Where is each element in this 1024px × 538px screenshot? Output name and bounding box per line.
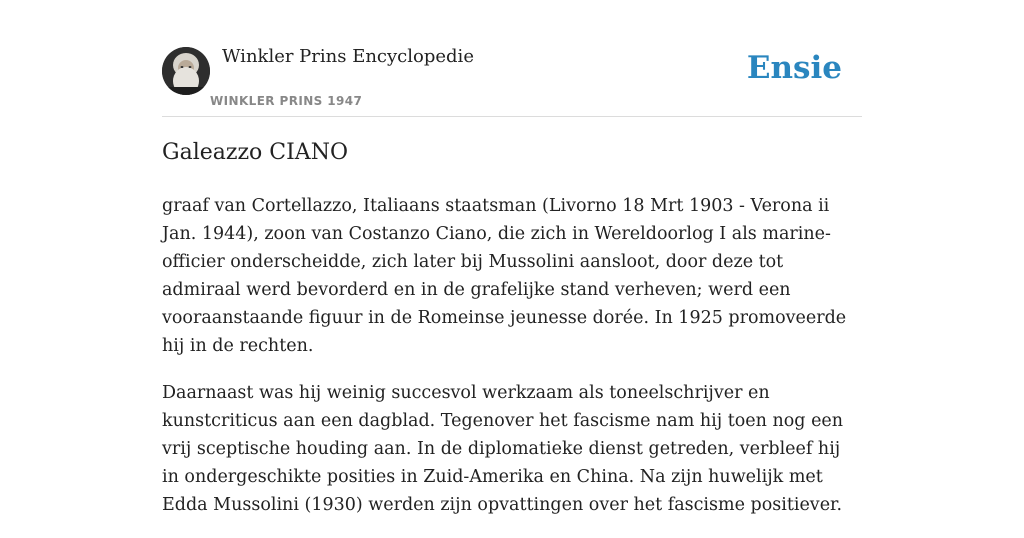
source-subtitle[interactable]: WINKLER PRINS 1947 [210, 94, 363, 108]
article-paragraph: Daarnaast was hij weinig succesvol werkzaam als toneelschrijver en kunstcriticus aan een dagblad. Tegenover het fascisme nam hij toen nog een vrij sceptische houding aan. In de diplomatieke dienst getreden, verbleef hij in ondergeschikte posities in Zuid-Amerika en China. Na zijn huwelijk met Edda Mussolini (1930) werden zijn opvattingen over het fascisme positiever. [162, 383, 844, 515]
avatar[interactable] [162, 47, 210, 95]
source-title[interactable]: Winkler Prins Encyclopedie [222, 46, 474, 67]
page-container [162, 0, 862, 515]
portrait-icon [162, 47, 210, 95]
article-title: Galeazzo CIANO [162, 140, 348, 165]
brand-logo[interactable]: Ensie [746, 50, 842, 86]
source-header [162, 0, 862, 117]
article-paragraph: graaf van Cortellazzo, Italiaans staatsman (Livorno 18 Mrt 1903 - Verona ii Jan. 1944), zoon van Costanzo Ciano, die zich in Wereldoorlog I als marine-officier onderscheidde, zich later bij Mussolini aansloot, door deze tot admiraal werd bevorderd en in de grafelijke stand verheven; werd een vooraanstaande figuur in de Romeinse jeunesse dorée. In 1925 promoveerde hij in de rechten. [162, 196, 847, 356]
article-body [162, 192, 862, 538]
